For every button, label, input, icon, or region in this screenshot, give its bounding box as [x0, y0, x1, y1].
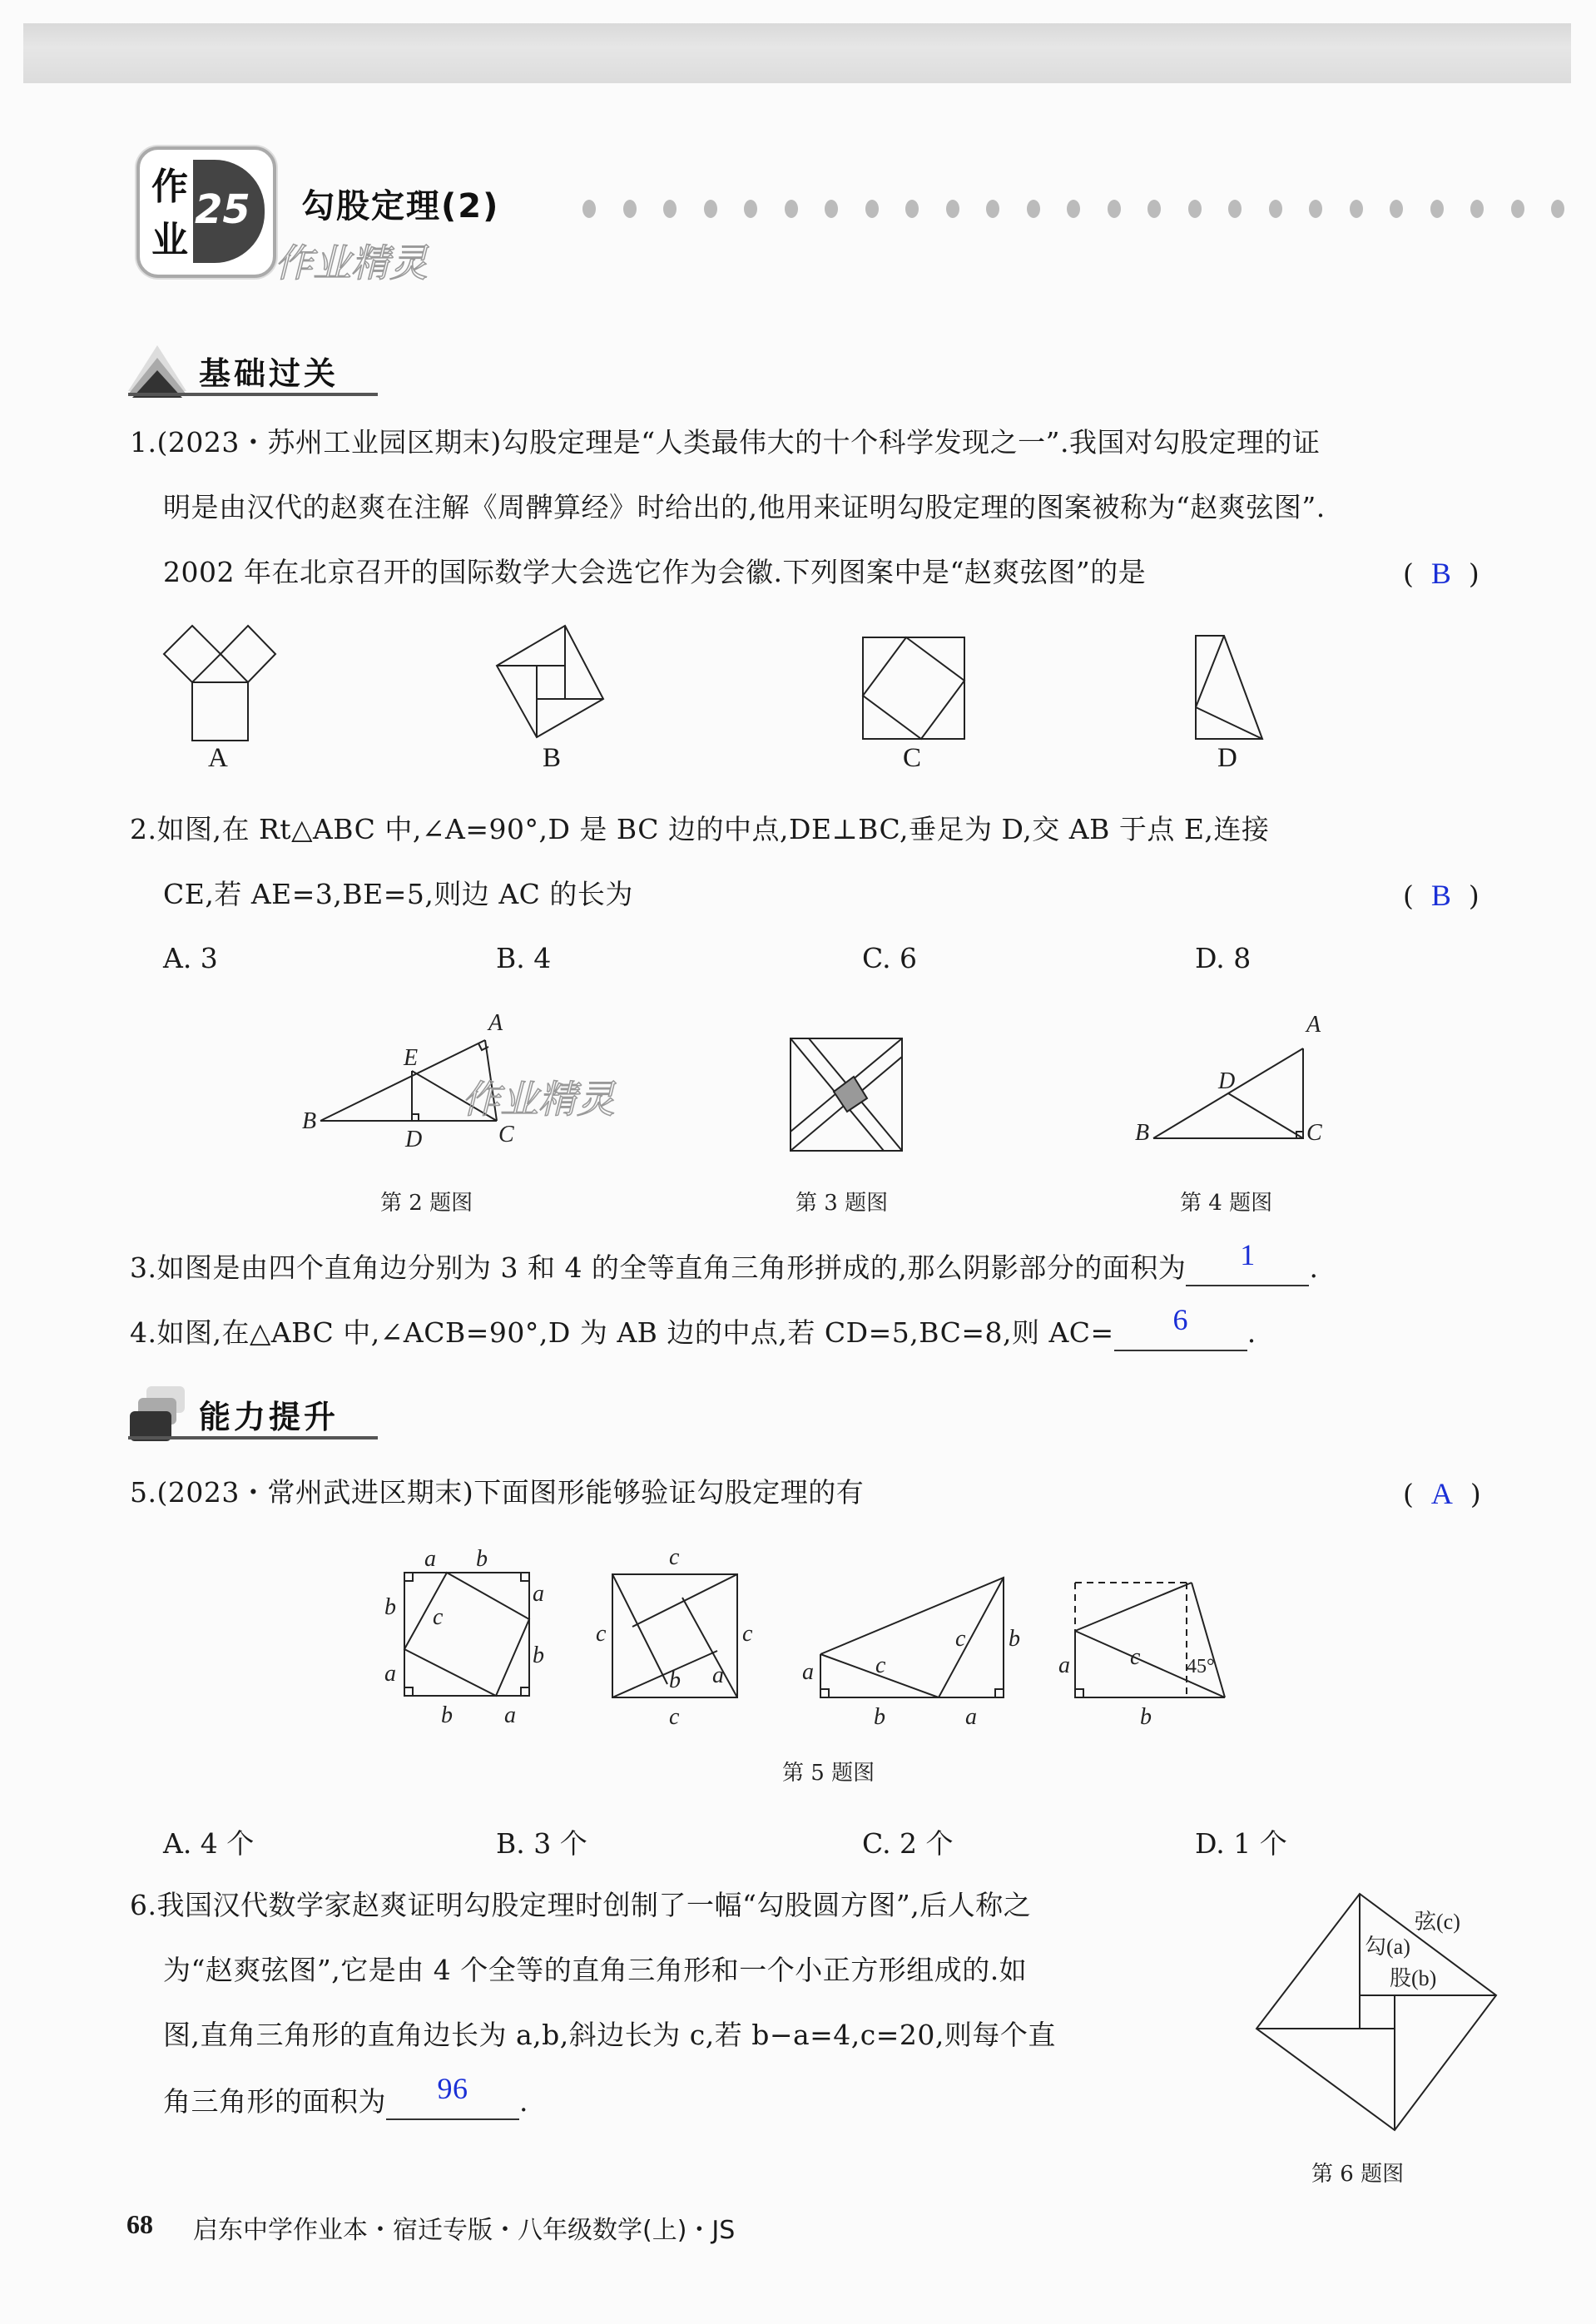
book-title: 启东中学作业本・宿迁专版・八年级数学(上)・JS: [193, 2216, 736, 2245]
watermark: 作业精灵: [275, 240, 428, 285]
leader-dot: [865, 200, 879, 218]
section-header-advanced: [128, 1385, 378, 1443]
fig6-label-hyp: 弦(c): [1415, 1910, 1460, 1934]
svg-text:c: c: [955, 1626, 966, 1652]
q6-period: .: [519, 2085, 528, 2118]
svg-text:c: c: [669, 1704, 680, 1730]
q6-line-2: 为“赵爽弦图”,它是由 4 个全等的直角三角形和一个小正方形组成的.如: [163, 1954, 1028, 1986]
shaded-square: [834, 1077, 867, 1112]
block-stack-icon: [128, 1385, 195, 1443]
section-title-basic: 基础过关: [199, 354, 340, 392]
q1-option-b-label: B: [543, 743, 562, 773]
triangle-stack-icon: [128, 341, 195, 399]
figure-3: [791, 1038, 907, 1155]
leader-dot: [1551, 200, 1564, 218]
q6-question-end: 角三角形的面积为: [163, 2085, 386, 2118]
q1-figure-a: [162, 626, 279, 742]
fig3-caption: 第 3 题图: [796, 1191, 889, 1216]
q1-line-1: 1.(2023・苏州工业园区期末)勾股定理是“人类最伟大的十个科学发现之一”.我国对勾股定理的证: [130, 426, 1321, 458]
badge-char-top: 作: [151, 166, 188, 208]
q4-period: .: [1247, 1316, 1256, 1349]
section-header-basic: [128, 341, 378, 399]
fig2-label-d: D: [405, 1127, 423, 1152]
leader-dot: [1269, 200, 1282, 218]
q4-question: 4.如图,在△ABC 中,∠ACB=90°,D 为 AB 边的中点,若 CD=5,BC=8,则 AC=: [130, 1316, 1114, 1349]
svg-text:a: a: [384, 1661, 396, 1687]
svg-text:a: a: [504, 1702, 516, 1728]
leader-dot: [1228, 200, 1242, 218]
q2-option-c: C. 6: [862, 942, 918, 974]
badge-number: 25: [195, 186, 250, 233]
chapter-title: 勾股定理(2): [301, 187, 500, 225]
q3-text: [130, 1238, 1319, 1286]
q2-line-2: CE,若 AE=3,BE=5,则边 AC 的长为: [163, 878, 633, 910]
leader-dot: [905, 200, 919, 218]
badge-char-bottom: 业: [151, 219, 188, 261]
q2-answer-bracket: ( B ): [1403, 879, 1480, 912]
leader-dot: [1511, 200, 1524, 218]
q2-option-b: B. 4: [496, 942, 552, 974]
q5-option-c: C. 2 个: [862, 1827, 954, 1860]
leader-dot: [946, 200, 959, 218]
q1-option-d-label: D: [1217, 743, 1237, 773]
q1-answer-bracket: ( B ): [1403, 557, 1480, 590]
q3-blank: [1186, 1238, 1309, 1286]
svg-text:b: b: [669, 1667, 681, 1693]
q5-text: 5.(2023・常州武进区期末)下面图形能够验证勾股定理的有: [130, 1476, 865, 1509]
fig5-panel-1: [384, 1546, 544, 1728]
leader-dot: [986, 200, 999, 218]
q4-text: [130, 1303, 1256, 1351]
svg-text:b: b: [1009, 1626, 1020, 1652]
q6-blank: [386, 2072, 519, 2120]
fig2-label-a: A: [488, 1010, 503, 1036]
leader-dot: [1147, 200, 1161, 218]
q1-line-3: 2002 年在北京召开的国际数学大会选它作为会徽.下列图案中是“赵爽弦图”的是: [163, 556, 1147, 588]
q5-option-d: D. 1 个: [1195, 1827, 1287, 1860]
fig4-label-c: C: [1306, 1120, 1322, 1146]
q1-figure-d: [1196, 636, 1271, 752]
page-number: 68: [126, 2209, 153, 2239]
fig4-caption: 第 4 题图: [1180, 1191, 1273, 1216]
figure-5: [383, 1544, 1298, 1739]
q5-option-a: A. 4 个: [163, 1827, 255, 1860]
svg-text:a: a: [533, 1581, 544, 1607]
leader-dot: [1430, 200, 1444, 218]
leader-dot: [1108, 200, 1121, 218]
svg-text:c: c: [875, 1653, 886, 1678]
q1-option-c-label: C: [903, 743, 922, 773]
svg-text:b: b: [874, 1704, 885, 1730]
leader-dot: [1350, 200, 1363, 218]
watermark-2: 作业精灵: [462, 1077, 615, 1122]
q2-option-a: A. 3: [163, 942, 218, 974]
svg-text:b: b: [441, 1702, 453, 1728]
svg-text:c: c: [669, 1544, 680, 1570]
section-underline: [128, 393, 378, 396]
fig5-panel-3: [802, 1578, 1020, 1730]
q4-blank: [1114, 1303, 1247, 1351]
svg-text:a: a: [802, 1659, 814, 1685]
fig5-caption: 第 5 题图: [782, 1761, 875, 1786]
svg-text:a: a: [712, 1662, 724, 1688]
q1-figure-b: [495, 626, 612, 742]
q3-answer: 1: [1240, 1238, 1256, 1271]
svg-text:c: c: [596, 1621, 607, 1647]
fig4-label-a: A: [1306, 1012, 1321, 1038]
svg-text:a: a: [965, 1704, 977, 1730]
fig6-label-long: 股(b): [1390, 1966, 1437, 1990]
leader-dot: [1067, 200, 1080, 218]
q1-figure-c: [863, 637, 971, 746]
homework-badge: [136, 146, 276, 278]
fig2-label-b: B: [302, 1108, 317, 1134]
fig2-label-c: C: [498, 1122, 514, 1147]
title-dot-leader: [582, 200, 1564, 220]
fig4-label-d: D: [1218, 1068, 1236, 1094]
q6-answer: 96: [437, 2072, 468, 2105]
fig2-label-e: E: [404, 1045, 419, 1071]
figure-4: [1135, 1012, 1322, 1148]
q6-line-1: 6.我国汉代数学家赵爽证明勾股定理时创制了一幅“勾股圆方图”,后人称之: [130, 1889, 1032, 1921]
leader-dot: [582, 200, 596, 218]
q5-answer: A: [1430, 1477, 1453, 1510]
svg-text:a: a: [424, 1546, 436, 1572]
section-title-advanced: 能力提升: [199, 1398, 340, 1435]
leader-dot: [1027, 200, 1040, 218]
fig2-caption: 第 2 题图: [380, 1191, 473, 1216]
fig5-panel-2: [596, 1544, 753, 1730]
q3-question: 3.如图是由四个直角边分别为 3 和 4 的全等直角三角形拼成的,那么阴影部分的面积为: [130, 1251, 1187, 1284]
q1-answer: B: [1430, 557, 1451, 590]
q2-line-1: 2.如图,在 Rt△ABC 中,∠A=90°,D 是 BC 边的中点,DE⊥BC,垂足为 D,交 AB 于点 E,连接: [130, 813, 1270, 845]
leader-dot: [623, 200, 637, 218]
q6-line-4: [163, 2072, 528, 2120]
leader-dot: [1188, 200, 1202, 218]
svg-text:45°: 45°: [1187, 1656, 1215, 1677]
leader-dot: [1470, 200, 1484, 218]
svg-text:b: b: [533, 1643, 544, 1668]
q1-line-2: 明是由汉代的赵爽在注解《周髀算经》时给出的,他用来证明勾股定理的图案被称为“赵爽弦图”.: [163, 491, 1326, 523]
q5-answer-bracket: ( A ): [1403, 1477, 1481, 1510]
section-underline: [128, 1436, 378, 1439]
svg-text:b: b: [1140, 1704, 1152, 1730]
svg-text:c: c: [1130, 1644, 1141, 1670]
leader-dot: [744, 200, 757, 218]
figure-6: [1256, 1889, 1506, 2138]
fig4-label-b: B: [1135, 1120, 1150, 1146]
q3-period: .: [1309, 1251, 1319, 1284]
svg-text:b: b: [476, 1546, 488, 1572]
q2-option-d: D. 8: [1195, 942, 1252, 974]
q6-line-3: 图,直角三角形的直角边长为 a,b,斜边长为 c,若 b−a=4,c=20,则每个直: [163, 2019, 1056, 2051]
leader-dot: [663, 200, 677, 218]
leader-dot: [1309, 200, 1322, 218]
svg-text:c: c: [433, 1604, 444, 1630]
q5-option-b: B. 3 个: [496, 1827, 587, 1860]
leader-dot: [825, 200, 838, 218]
fig6-caption: 第 6 题图: [1311, 2162, 1405, 2187]
badge-d-shape: [193, 160, 265, 263]
page-top-band: [23, 23, 1571, 83]
leader-dot: [704, 200, 717, 218]
q2-answer: B: [1430, 879, 1451, 912]
svg-text:b: b: [384, 1594, 396, 1620]
q4-answer: 6: [1172, 1303, 1188, 1336]
svg-text:c: c: [742, 1621, 753, 1647]
q1-option-a-label: A: [208, 743, 228, 773]
fig5-panel-4: [1058, 1583, 1225, 1730]
leader-dot: [1390, 200, 1403, 218]
fig6-label-short: 勾(a): [1365, 1935, 1410, 1959]
svg-text:a: a: [1058, 1653, 1070, 1678]
leader-dot: [785, 200, 798, 218]
